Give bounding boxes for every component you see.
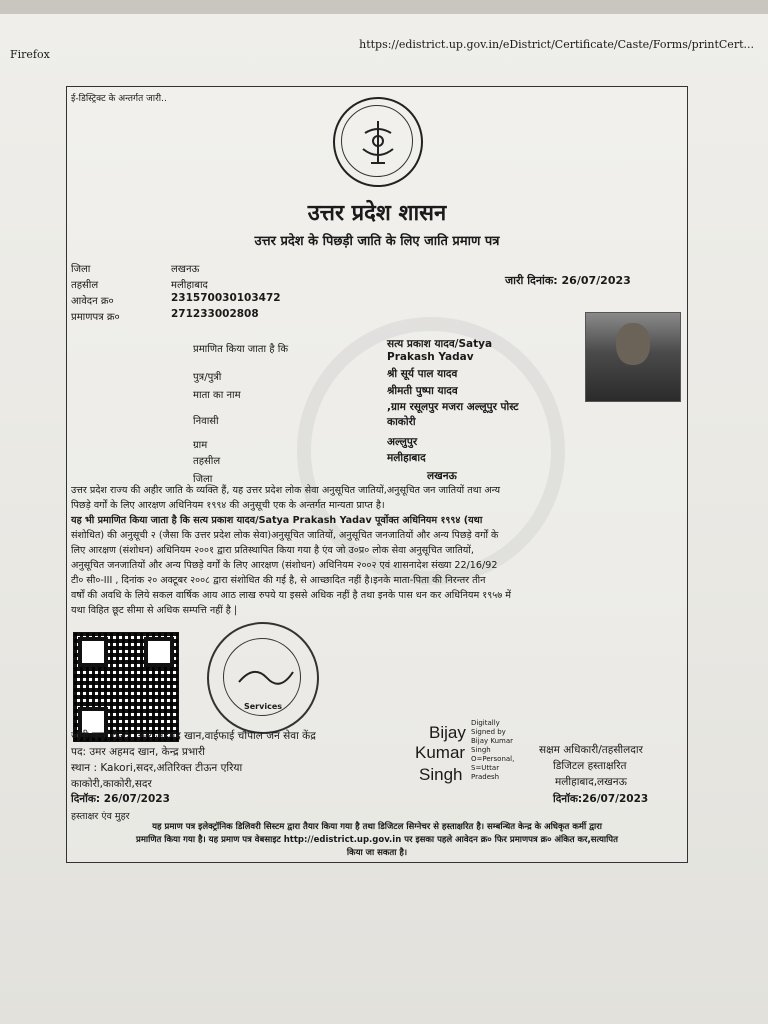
issuer-post: पद: उमर अहमद खान, केन्द्र प्रभारी [71, 746, 205, 758]
issue-date-label: जारी दिनांक: [505, 274, 558, 287]
mother-label: माता का नाम [193, 390, 241, 401]
page-url: https://edistrict.up.gov.in/eDistrict/Certificate/Caste/Forms/printCert... [359, 38, 754, 51]
issue-date [505, 273, 631, 288]
body-line: यथा विहित छूट सीमा से अधिक सम्पत्ति नहीं है | [71, 605, 238, 616]
person-tehsil-value: मलीहाबाद [387, 452, 426, 464]
authority-line3: मलीहाबाद,लखनऊ [555, 776, 627, 788]
certificate-frame [66, 86, 688, 863]
body-line: वर्षों की अवधि के लिये सकल वार्षिक आय आठ लाख रुपये या इससे अधिक नहीं है तथा इनके पास धन कर अधिनियम १९५७ में [71, 590, 511, 601]
body-line: लिए आरक्षण (संशोधन) अधिनियम २००१ द्वारा प्रतिस्थापित किया गया है एंव जो उ०प्र० लोक सेवा अनुसूचित जातियों, [71, 545, 474, 556]
person-tehsil-label: तहसील [193, 456, 221, 467]
person-district-value: लखनऊ [427, 470, 457, 482]
body-line: यह भी प्रमाणित किया जाता है कि सत्य प्रकाश यादव/Satya Prakash Yadav पूर्वोक्त अधिनियम १९९४ (यथा [71, 515, 483, 526]
document-page [0, 14, 768, 1024]
applicant-photo [585, 312, 681, 402]
resident-value-line1: ,ग्राम रसूलपुर मजरा अल्लूपुर पोस्ट [387, 401, 519, 413]
certificate-no-label: प्रमाणपत्र क्र० [71, 312, 120, 323]
district-value: लखनऊ [171, 264, 200, 275]
state-emblem-icon [333, 97, 423, 187]
stamp-text: Services [243, 702, 283, 711]
applicant-name-line1: सत्य प्रकाश यादव/Satya [387, 338, 493, 350]
issued-under: ई-डिस्ट्रिक्ट के अन्तर्गत जारी.. [71, 94, 167, 104]
body-line: टी० सी०-III , दिनांक २० अक्टूबर २००८ द्वारा संशोधित की गई है, से आच्छादित नहीं है।इनके माता-पिता की निरन्तर तीन [71, 575, 486, 586]
district-label: जिला [71, 264, 91, 275]
certificate-body [71, 483, 679, 618]
certify-label: प्रमाणित किया जाता है कि [193, 344, 289, 355]
certificate-title: उत्तर प्रदेश शासन [307, 201, 447, 226]
village-label: ग्राम [193, 440, 208, 451]
issuer-date: दिनॉक: 26/07/2023 [71, 793, 170, 805]
issuer-center: जारी कर्ता केन्द्र: उमर अहमद खान,वाईफाई चौपाल जन सेवा केंद्र [71, 730, 316, 742]
tehsil-value: मलीहाबाद [171, 280, 208, 291]
authority-line1: सक्षम अधिकारी/तहसीलदार [539, 744, 643, 756]
footer-note: यह प्रमाण पत्र इलेक्ट्रॉनिक डिलिवरी सिस्टम द्वारा तैयार किया गया है तथा डिजिटल सिग्नेचर से हस्ताक्षरित है। सम्बन्धित केन्द्र के अधिकृत कर्मी द्वारा प्रमाणित किया गया है। यह प्रमाण पत्र वेबसाइट http://edistrict.up.gov.in पर इसका पहले आवेदन क्र० फिर प्रमाणपत्र क्र० अंकित कर,सत्यापित किया जा सकता है। [136, 822, 618, 858]
issue-date-value: 26/07/2023 [561, 274, 631, 287]
person-district-label: जिला [193, 474, 213, 485]
body-line: उत्तर प्रदेश राज्य की अहीर जाति के व्यक्ति हैं, यह उत्तर प्रदेश लोक सेवा अनुसूचित जातियों,अनुसूचित जन जातियों तथा अन्य [71, 485, 501, 496]
body-line: पिछड़े वर्गों के लिए आरक्षण अधिनियम १९९४ की अनुसूची एक के अन्तर्गत मान्यता प्राप्त है। [71, 500, 385, 511]
qr-code-icon [73, 632, 179, 742]
father-label: पुत्र/पुत्री [193, 372, 222, 383]
authority-line2: डिजिटल हस्ताक्षरित [553, 760, 627, 772]
application-no-value: 231570030103472 [171, 292, 281, 304]
body-line: अनुसूचित जनजातियों और अन्य पिछड़े वर्गों के लिए आरक्षण (संशोधन) अधिनियम २००२ एवं शासनादेश संख्या 22/16/92 [71, 560, 498, 571]
tehsil-label: तहसील [71, 280, 99, 291]
digital-signature-meta: Digitally Signed by Bijay Kumar Singh O=Personal, S=Uttar Pradesh [471, 719, 515, 781]
issuer-seal-label: हस्ताक्षर एंव मुहर [71, 811, 130, 822]
issuer-place: स्थान : Kakori,सदर,अतिरिक्त टीऊन एरिया [71, 762, 243, 774]
issuer-address: काकोरी,काकोरी,सदर [71, 778, 152, 790]
village-value: अल्लुपुर [387, 436, 418, 448]
signer-name-1: Bijay [429, 723, 466, 742]
signer-name-3: Singh [419, 765, 463, 784]
body-line: संशोधित) की अनुसूची २ (जैसा कि उत्तर प्रदेश लोक सेवा)अनुसूचित जातियों, अनुसूचित जनजातियों और अन्य पिछड़े वर्गों के [71, 530, 499, 541]
resident-label: निवासी [193, 416, 219, 427]
applicant-name-line2: Prakash Yadav [387, 351, 474, 363]
certificate-no-value: 271233002808 [171, 308, 259, 320]
mother-value: श्रीमती पुष्पा यादव [387, 385, 458, 397]
authority-date: दिनॉक:26/07/2023 [553, 793, 649, 805]
browser-name: Firefox [10, 48, 50, 61]
resident-value-line2: काकोरी [387, 416, 416, 428]
father-value: श्री सूर्य पाल यादव [387, 368, 458, 380]
signer-name-2: Kumar [415, 743, 466, 762]
certificate-subtitle: उत्तर प्रदेश के पिछड़ी जाति के लिए जाति प्रमाण पत्र [254, 234, 500, 249]
application-no-label: आवेदन क्र० [71, 296, 114, 307]
csc-stamp-icon [207, 622, 319, 734]
